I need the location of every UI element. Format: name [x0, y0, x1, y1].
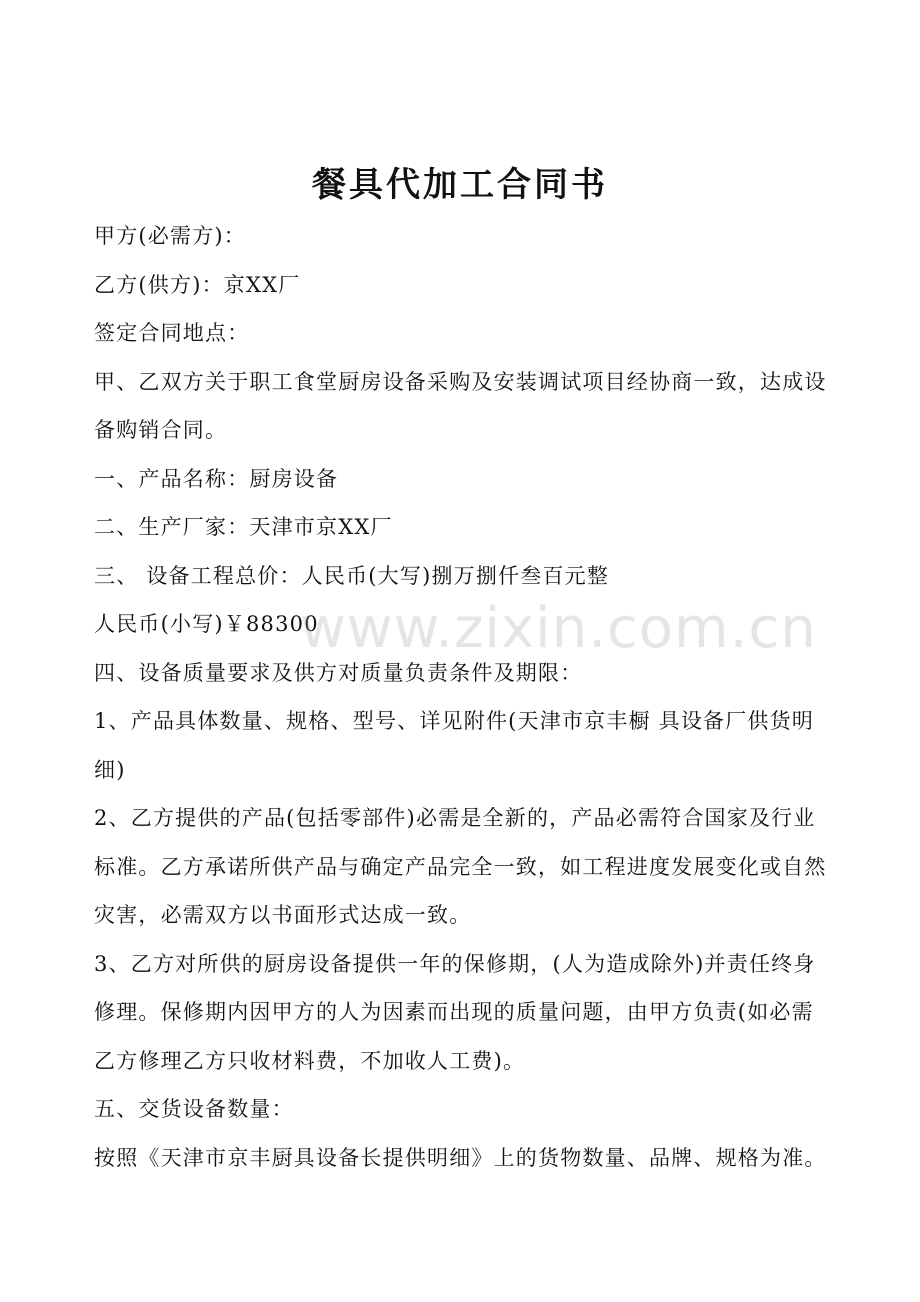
signing-location-line: 签定合同地点：: [94, 321, 250, 345]
total-price-figures: 人民币(小写)￥88300: [94, 612, 319, 636]
agreement-intro-paragraph: 甲、乙双方关于职工食堂厨房设备采购及安装调试项目经协商一致，达成设备购销合同。: [94, 369, 827, 442]
document-body: [94, 212, 834, 1182]
section-3-total-price-words: 三、 设备工程总价：人民币(大写)捌万捌仟叁百元整: [94, 563, 610, 588]
section-2-manufacturer: 二、生产厂家：天津市京XX厂: [94, 515, 393, 539]
watermark: www.zixin.com.cn: [300, 596, 817, 661]
section-4-heading: 四、设备质量要求及供方对质量负责条件及期限：: [94, 660, 583, 685]
party-b-line: 乙方(供方)：京XX厂: [94, 272, 301, 297]
document-title: 餐具代加工合同书: [312, 165, 608, 205]
section-1-product-name: 一、产品名称：厨房设备: [94, 466, 339, 491]
section-5-text: 按照《天津市京丰厨具设备长提供明细》上的货物数量、品牌、规格为准。: [94, 1145, 827, 1170]
party-a-line: 甲方(必需方)：: [94, 224, 246, 248]
clause-4-3: 3、乙方对所供的厨房设备提供一年的保修期，(人为造成除外)并责任终身修理。保修期内因甲方的人为因素而出现的质量问题，由甲方负责(如必需乙方修理乙方只收材料费，不加收人工费)。: [94, 951, 816, 1073]
clause-4-1: 1、产品具体数量、规格、型号、详见附件(天津市京丰橱 具设备厂供货明细): [94, 709, 815, 782]
section-5-heading: 五、交货设备数量：: [94, 1097, 294, 1121]
clause-4-2: 2、乙方提供的产品(包括零部件)必需是全新的，产品必需符合国家及行业标准。乙方承诺所供产品与确定产品完全一致，如工程进度发展变化或自然灾害，必需双方以书面形式达成一致。: [94, 806, 827, 927]
